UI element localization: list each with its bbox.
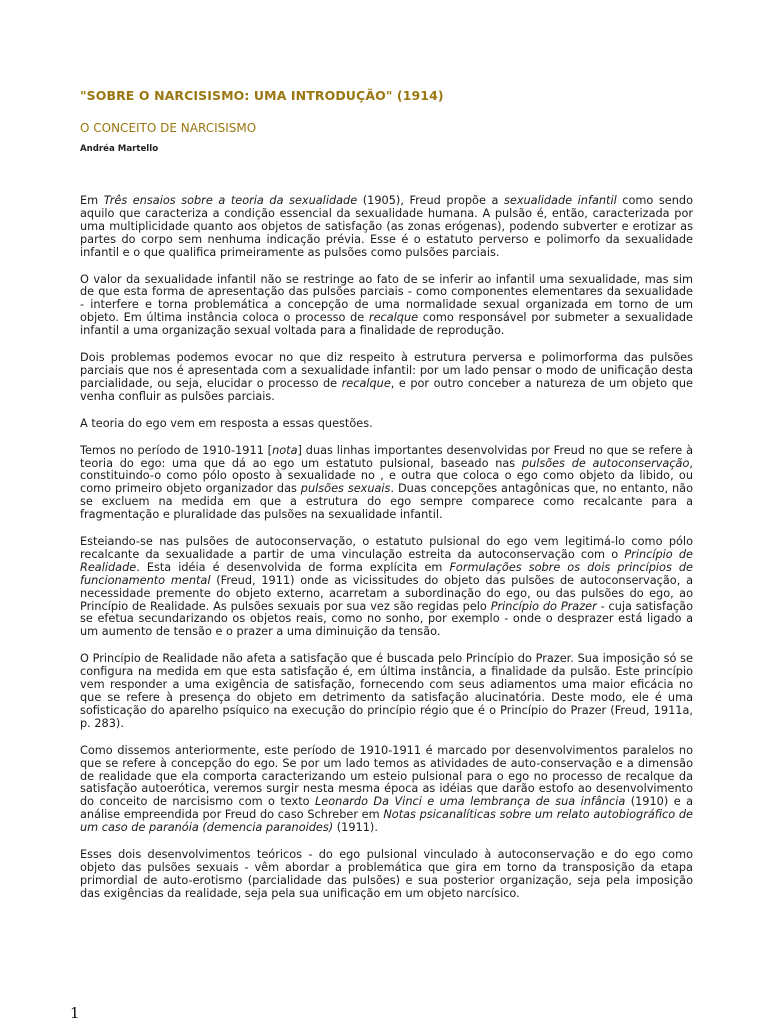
text-run: como responsável por submeter a sexualidade infantil a uma organização sexual voltada para a finalidade de reprodução. [80, 311, 693, 338]
text-run: Em [80, 194, 104, 207]
text-run: Temos no período de 1910-1911 [ [80, 443, 273, 457]
paragraph [80, 352, 693, 404]
document-title: "SOBRE O NARCISISMO: UMA INTRODUÇÃO" (1914) [80, 88, 444, 103]
text-run: Esses dois desenvolvimentos teóricos - do ego pulsional vinculado à autoconservação e do ego como objeto das pulsões sexuais - vêm abordar a problemática que gira em torno da transposição da etapa primordial de auto-erotismo (parcialidade das pulsões) e sua posterior organização, seja pela imposição das exigências da realidade, seja pela sua unificação em um objeto narcísico. [80, 848, 693, 900]
text-run: como sendo aquilo que caracteriza a condição essencial da sexualidade humana. A pulsão é, então, caracterizada por uma multiplicidade quanto aos objetos de satisfação (as zonas erógenas), podendo subverter e erotizar as partes do corpo sem nenhuma indicação prévia. Esse é o estatuto perverso e polimorfo da sexualidade infantil e o que qualifica primeiramente as pulsões como pulsões parciais. [80, 194, 693, 259]
author-name: Andréa Martello [80, 144, 159, 154]
text-run: (1910) e a análise empreendida por Freud do caso Schreber em [80, 795, 693, 822]
italic-text: sexualidade infantil [504, 194, 617, 207]
italic-text: nota [272, 443, 298, 457]
italic-text: recalque [341, 376, 391, 390]
paragraph [80, 849, 693, 901]
text-run: . Duas concepções antagônicas que, no entanto, não se excluem na medida em que a estrutura do ego sempre comparece como recalcante para a fragmentação e pluralidade das pulsões na sexualidade infantil. [80, 482, 694, 522]
paragraph [80, 195, 693, 260]
text-run: A teoria do ego vem em resposta a essas questões. [80, 416, 373, 430]
paragraph [80, 274, 693, 339]
text-run: (1911). [333, 821, 378, 835]
text-run: O valor da sexualidade infantil não se restringe ao fato de se inferir ao infantil uma sexualidade, mas sim de que esta forma de apresentação das pulsões parciais - como componentes elementares da sexualidade - interfere e torna problemática a concepção de uma normalidade sexual organizada em torno de um objeto. Em última instância coloca o processo de [80, 272, 693, 325]
text-run: . Esta idéia é desenvolvida de forma explícita em [136, 560, 450, 574]
italic-text: Notas psicanalíticas sobre um relato autobiográfico de um caso de paranóia (demencia paranoides) [80, 808, 693, 835]
text-run: (Freud, 1911) onde as vicissitudes do objeto das pulsões de autoconservação, a necessidade premente do objeto externo, acarretam a subordinação do ego, ou das pulsões do ego, ao Princípio de Realidade. As pulsões sexuais por sua vez são regidas pelo [80, 573, 693, 613]
text-run: , e por outro conceber a natureza de um objeto que venha confluir as pulsões parciais. [80, 376, 694, 403]
text-run: - cuja satisfação se efetua secundarizando os objetos reais, como no sonho, por exemplo - onde o desprazer está ligado a um aumento de tensão e o prazer a uma diminuição da tensão. [80, 599, 693, 639]
text-run: O Princípio de Realidade não afeta a satisfação que é buscada pelo Princípio do Prazer. Sua imposição só se configura na medida em que esta satisfação é, em última instância, a finalidade da pulsão. Este princípio vem responder a uma exigência de satisfação, fornecendo com seus adiamentos uma maior eficácia no que se refere à presença do objeto em detrimento da satisfação alucinatória. Deste modo, ele é uma sofisticação do aparelho psíquico na execução do princípio régio que é o Princípio do Prazer (Freud, 1911a, p. 283). [80, 652, 693, 730]
italic-text: pulsões de autoconservação [521, 456, 690, 470]
page-number: 1 [70, 1004, 80, 1022]
paragraph [80, 536, 693, 639]
text-run: Esteiando-se nas pulsões de autoconservação, o estatuto pulsional do ego vem legitimá-lo como pólo recalcante da sexualidade a partir de uma vinculação estreita da autoconservação com o [80, 535, 693, 561]
paragraph [80, 418, 693, 431]
text-run: , constituindo-o como pólo oposto à sexualidade no , e outra que coloca o ego como objeto da libido, ou como primeiro objeto organizador das [80, 456, 693, 496]
paragraph [80, 653, 693, 730]
paragraph [80, 745, 693, 835]
italic-text: Três ensaios sobre a teoria da sexualidade [103, 194, 358, 207]
text-run: ] duas linhas importantes desenvolvidas por Freud no que se refere à teoria do ego: uma que dá ao ego um estatuto pulsional, baseado nas [80, 443, 693, 470]
italic-text: pulsões sexuais [300, 482, 391, 496]
italic-text: Formulações sobre os dois princípios de funcionamento mental [80, 560, 693, 587]
italic-text: recalque [368, 311, 419, 325]
section-heading: O CONCEITO DE NARCISISMO [80, 121, 257, 135]
paragraph [80, 445, 693, 522]
italic-text: Princípio de Realidade [80, 547, 693, 574]
text-run: (1905), Freud propõe a [357, 194, 504, 207]
text-run: Dois problemas podemos evocar no que diz respeito à estrutura perversa e polimorforma das pulsões parciais que nos é apresentada com a sexualidade infantil: por um lado pensar o modo de unificação desta parcialidade, ou seja, elucidar o processo de [80, 351, 693, 390]
italic-text: Princípio do Prazer [490, 599, 597, 613]
text-run: Como dissemos anteriormente, este período de 1910-1911 é marcado por desenvolvimentos paralelos no que se refere à concepção do ego. Se por um lado temos as atividades de auto-conservação e a dimensão de realidade que ela comporta caracterizando um esteio pulsional para o ego no processo de recalque da satisfação autoerótica, veremos surgir nesta mesma época as idéias que darão estofo ao desenvolvimento do conceito de narcisismo com o texto [80, 743, 693, 809]
body-text [80, 195, 693, 915]
italic-text: Leonardo Da Vinci e uma lembrança de sua infância [315, 795, 626, 809]
